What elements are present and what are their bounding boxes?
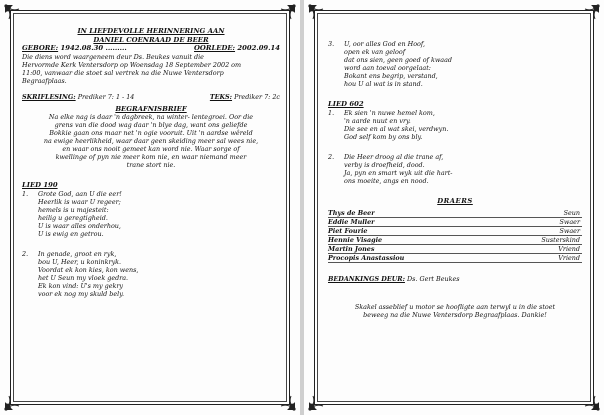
hymn-line: 'n aarde nuut en vry. bbox=[344, 116, 411, 125]
gebore-label: GEBORE: bbox=[22, 44, 59, 53]
hymn-line: Bokant ens begrip, verstand, bbox=[344, 72, 438, 80]
hymn-line: word aan toeval oorgelaat: bbox=[344, 64, 431, 72]
readings-row bbox=[22, 93, 280, 101]
dates-row bbox=[22, 44, 280, 53]
hymn-line: Ek kon vind: U's my gekry bbox=[38, 281, 124, 290]
letter-line: grens van die dood wag daar 'n blye dag, want ons geliefde bbox=[54, 121, 248, 130]
fleur-de-lis-icon bbox=[277, 392, 297, 412]
hymn-line: Grote God, aan U die eer! bbox=[38, 189, 122, 198]
draer-name: Piet Fourie bbox=[328, 227, 368, 236]
hymn-line: Voordat ek kon kies, kon wens, bbox=[38, 265, 139, 274]
gebore-value: 1942.08.30 bbox=[60, 44, 104, 53]
draer-row bbox=[328, 218, 582, 227]
hymn-line: open ek van geloof bbox=[344, 48, 406, 56]
hymn-line: bou U, Heer, u koninkryk. bbox=[38, 257, 122, 266]
dots: ......... bbox=[105, 44, 127, 53]
teks-value: Prediker 7: 2c bbox=[234, 92, 280, 101]
letter-line: Bokkie gaan ons maar net 'n ogie vooruit. Uit 'n aardse wêreld bbox=[49, 129, 253, 138]
closing-note bbox=[328, 303, 582, 319]
hymn-line: voor ek nog my skuld bely. bbox=[38, 289, 125, 298]
draer-relation: Vriend bbox=[558, 245, 580, 254]
lied-602-title: LIED 602 bbox=[328, 100, 364, 108]
teks-label: TEKS: bbox=[209, 92, 233, 101]
fleur-de-lis-icon bbox=[3, 392, 23, 412]
right-page bbox=[304, 0, 604, 415]
skriflesing-value: Prediker 7: 1 - 14 bbox=[77, 92, 135, 101]
hymn-stanza bbox=[328, 40, 582, 88]
fleur-de-lis-icon bbox=[307, 3, 327, 23]
service-line: 11:00, vanwaar die stoet sal vertrek na die Nuwe Ventersdorp bbox=[22, 68, 224, 77]
service-line: Begraafplaas. bbox=[22, 76, 67, 85]
closing-line: Skakel asseblief u motor se hoofligte aan terwyl u in die stoet bbox=[354, 303, 556, 312]
draer-row bbox=[328, 209, 582, 218]
hymn-line: In genade, groot en ryk, bbox=[38, 249, 117, 258]
hymn-line: Die Heer droog al die trane af, bbox=[344, 152, 444, 161]
draer-relation: Susterskind bbox=[541, 236, 580, 245]
bedankings-label: BEDANKINGS DEUR: bbox=[328, 275, 405, 284]
hymn-line: God self kom by ons bly. bbox=[344, 132, 423, 141]
memorial-title: IN LIEFDEVOLLE HERINNERING AAN bbox=[77, 27, 225, 35]
hymn-line: het U Seun my vloek gedra. bbox=[38, 273, 129, 282]
bedankings-row bbox=[328, 275, 582, 283]
fleur-de-lis-icon bbox=[3, 3, 23, 23]
letter-line: trane stort nie. bbox=[126, 161, 176, 170]
draer-row bbox=[328, 236, 582, 245]
draer-name: Eddie Muller bbox=[328, 218, 375, 227]
draer-name: Martin Jones bbox=[328, 245, 375, 254]
begrafnisbrief-title: BEGRAFNISBRIEF bbox=[115, 104, 187, 113]
oorlede-value: 2002.09.14 bbox=[237, 44, 280, 53]
stanza-number: 2. bbox=[328, 152, 335, 161]
draer-relation: Swaer bbox=[559, 218, 580, 227]
fleur-de-lis-icon bbox=[307, 392, 327, 412]
left-content bbox=[22, 27, 280, 298]
draer-relation: Swaer bbox=[559, 227, 580, 236]
stanza-number: 3. bbox=[328, 40, 335, 48]
draer-row bbox=[328, 254, 582, 263]
hymn-line: U is waar alles onderhou, bbox=[38, 221, 121, 230]
letter-line: Na elke nag is daar 'n dagbreek, na winter- lentegroei. Oor die bbox=[48, 113, 254, 122]
right-content bbox=[328, 40, 582, 319]
hymn-line: dat ons sien, geen goed of kwaad bbox=[344, 56, 453, 64]
hymn-line: Ek sien 'n nuwe hemel kom, bbox=[344, 108, 435, 117]
hymn-line: hou U al wat is in stand. bbox=[344, 80, 423, 88]
hymn-stanza bbox=[328, 109, 582, 141]
left-page bbox=[0, 0, 300, 415]
hymn-stanza bbox=[22, 250, 280, 298]
draer-row bbox=[328, 227, 582, 236]
stanza-number: 1. bbox=[328, 108, 335, 117]
hymn-line: Heerlik is waar U regeer; bbox=[38, 197, 121, 206]
begrafnisbrief-text bbox=[22, 113, 280, 169]
hymn-line: Die see en al wat skei, verdwyn. bbox=[344, 124, 449, 133]
draer-row bbox=[328, 245, 582, 254]
lied-190-title: LIED 190 bbox=[22, 181, 58, 190]
hymn-stanza bbox=[22, 190, 280, 238]
hymn-line: hemels is u majesteit: bbox=[38, 205, 109, 214]
stanza-number: 1. bbox=[22, 189, 29, 198]
service-info bbox=[22, 53, 280, 85]
hymn-line: heilig u geregtigheid. bbox=[38, 213, 108, 222]
draer-relation: Vriend bbox=[558, 254, 580, 263]
deceased-name: DANIEL COENRAAD DE BEER bbox=[93, 35, 209, 44]
fleur-de-lis-icon bbox=[581, 392, 601, 412]
stanza-number: 2. bbox=[22, 249, 29, 258]
draer-relation: Seun bbox=[563, 209, 580, 218]
hymn-stanza bbox=[328, 153, 582, 185]
fleur-de-lis-icon bbox=[581, 3, 601, 23]
hymn-line: U, oor alles God en Hoof, bbox=[344, 40, 426, 48]
fleur-de-lis-icon bbox=[277, 3, 297, 23]
hymn-line: Ja, pyn en smart wyk uit die hart- bbox=[344, 168, 453, 177]
closing-line: beweeg na die Nuwe Ventersdorp Begraafplaas. Dankie! bbox=[363, 311, 547, 320]
service-line: Die diens word waargeneem deur Ds. Beukes vanuit die bbox=[22, 52, 204, 61]
hymn-line: ons moeite, angs en nood. bbox=[344, 176, 429, 185]
bedankings-value: Ds. Gert Beukes bbox=[407, 275, 460, 284]
hymn-line: U is ewig en getrou. bbox=[38, 229, 104, 238]
hymn-line: verby is droefheid, dood. bbox=[344, 160, 425, 169]
skriflesing-label: SKRIFLESING: bbox=[22, 92, 76, 101]
draer-name: Procopis Anastassiou bbox=[328, 254, 405, 263]
draer-name: Thys de Beer bbox=[328, 209, 375, 218]
oorlede-label: OORLEDE: bbox=[194, 44, 236, 53]
draer-name: Hennie Visagie bbox=[328, 236, 383, 245]
letter-line: en waar ons nooit gemeet kan word nie. Waar sorge of bbox=[62, 145, 240, 154]
service-line: Hervormde Kerk Ventersdorp op Woensdag 18 September 2002 om bbox=[22, 60, 242, 69]
letter-line: kwellinge of pyn nie meer kom nie, en waar niemand meer bbox=[55, 153, 247, 162]
draers-list bbox=[328, 209, 582, 263]
draers-title: DRAERS bbox=[437, 196, 473, 205]
letter-line: na ewige heerlikheid, waar daar geen skeiding meer sal wees nie, bbox=[43, 137, 259, 146]
